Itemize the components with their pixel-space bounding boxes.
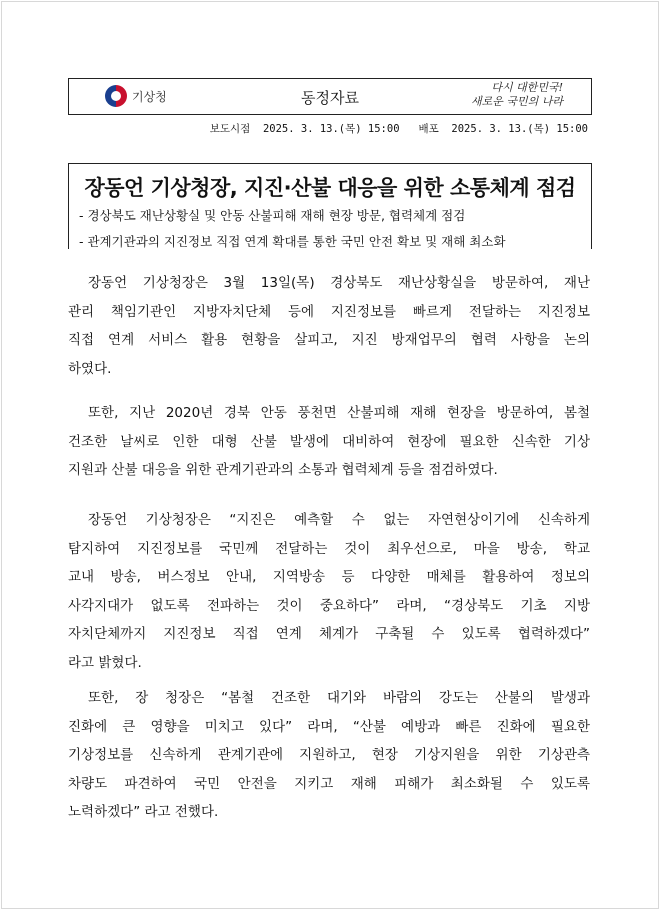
text-line: 사각지대가 없도록 전파하는 것이 중요하다” 라며, “경상북도 기초 지방: [68, 597, 590, 614]
text-line: 차량도 파견하여 국민 안전을 지키고 재해 피해가 최소화될 수 있도록: [68, 775, 590, 792]
slogan: [471, 81, 563, 109]
paragraph: [68, 273, 590, 387]
text-line: 지원과 산불 대응을 위한 관계기관과의 소통과 협력체계 등을 점검하였다.: [68, 462, 498, 478]
paragraph: [68, 688, 590, 831]
paragraph: [68, 510, 590, 681]
text-line: 직접 연계 서비스 활용 현황을 살피고, 지진 방재업무의 협력 사항을 논의: [68, 332, 590, 348]
text-line: 건조한 날씨로 인한 대형 산불 발생에 대비하여 현장에 필요한 신속한 기상: [68, 433, 590, 450]
text-line: 또한, 장 청장은 “봄철 건조한 대기와 바람의 강도는 산불의 발생과: [88, 690, 590, 706]
document-header: [68, 78, 592, 115]
text-line: 진화에 큰 영향을 미치고 있다” 라며, “산불 예방과 빠른 진화에 필요한: [68, 718, 590, 735]
text-line: 장동언 기상청장은 “지진은 예측할 수 없는 자연현상이기에 신속하게: [88, 512, 590, 528]
subtitle: - 관계기관과의 지진정보 직접 연계 확대를 통한 국민 안전 확보 및 재해 최소화: [79, 234, 506, 249]
paragraph: [68, 403, 590, 489]
text-line: 노력하겠다” 라고 전했다.: [68, 804, 219, 820]
slogan-line: 다시 대한민국!: [491, 81, 563, 94]
text-line: 또한, 지난 2020년 경북 안동 풍천면 산불피해 재해 현장을 방문하여, 봄철: [88, 405, 590, 421]
slogan-line: 새로운 국민의 나라: [470, 95, 563, 108]
agency-name: 기상청: [132, 89, 167, 104]
title-box: [68, 163, 592, 249]
text-line: 관리 책임기관인 지방자치단체 등에 지진정보를 빠르게 전달하는 지진정보: [68, 303, 590, 320]
text-line: 라고 밝혔다.: [68, 654, 142, 671]
page-title: 장동언 기상청장, 지진·산불 대응을 위한 소통체계 점검: [84, 176, 576, 200]
subtitle: - 경상북도 재난상황실 및 안동 산불피해 재해 현장 방문, 협력체계 점검: [79, 208, 466, 223]
release-dates: 보도시점 2025. 3. 13.(목) 15:00 배포 2025. 3. 13.(목) 15:00: [209, 123, 588, 135]
text-line: 하였다.: [68, 360, 112, 377]
text-line: 탐지하여 지진정보를 국민께 전달하는 것이 최우선으로, 마을 방송, 학교: [68, 540, 590, 557]
document-type: 동정자료: [301, 89, 359, 107]
text-line: 장동언 기상청장은 3월 13일(목) 경상북도 재난상황실을 방문하여, 재난: [88, 275, 590, 291]
text-line: 자치단체까지 지진정보 직접 연계 체계가 구축될 수 있도록 협력하겠다”: [68, 626, 590, 642]
text-line: 교내 방송, 버스정보 안내, 지역방송 등 다양한 매체를 활용하여 정보의: [68, 569, 590, 585]
text-line: 기상정보를 신속하게 관계기관에 지원하고, 현장 기상지원을 위한 기상관측: [68, 747, 590, 763]
